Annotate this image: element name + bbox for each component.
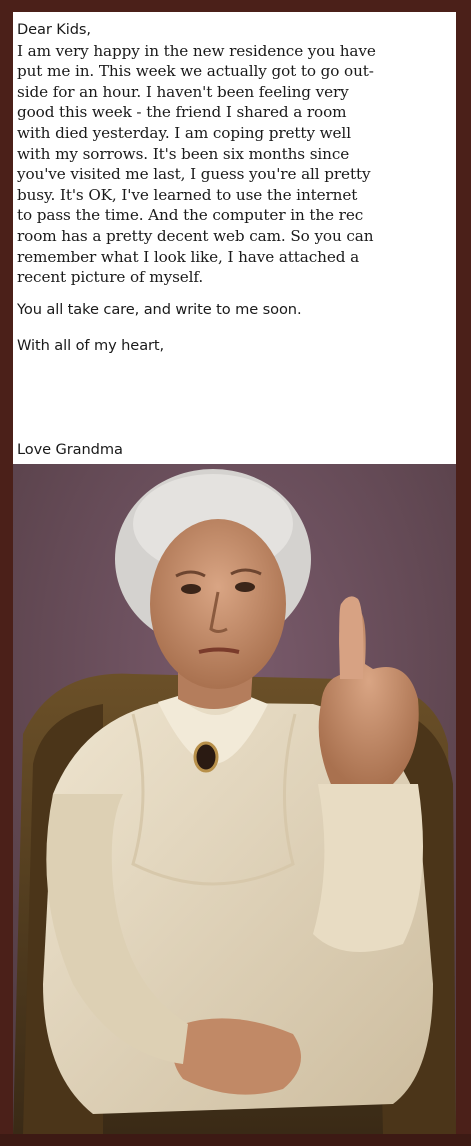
letter-line-2: put me in. This week we actually got to go out-	[17, 62, 374, 81]
frame-bottom-border	[0, 1134, 471, 1146]
letter-line-4: good this week - the friend I shared a room	[17, 103, 347, 122]
closing-line: With all of my heart,	[17, 337, 165, 355]
letter-line-12: recent picture of myself.	[17, 268, 204, 287]
letter-line-8: busy. It's OK, I've learned to use the internet	[17, 185, 358, 204]
signature-line: Love Grandma	[17, 441, 123, 458]
greeting-line: Dear Kids,	[17, 21, 91, 38]
letter-line-1: I am very happy in the new residence you have	[17, 41, 376, 60]
letter-line-11: remember what I look like, I have attached a	[17, 247, 360, 266]
care-line: You all take care, and write to me soon.	[17, 300, 302, 318]
letter-line-9: to pass the time. And the computer in the rec	[17, 206, 364, 225]
letter-line-3: side for an hour. I haven't been feeling very	[17, 82, 349, 101]
letter-line-10: room has a pretty decent web cam. So you can	[17, 226, 374, 245]
portrait-photo-icon	[13, 464, 456, 1134]
letter-line-5: with died yesterday. I am coping pretty well	[17, 123, 351, 142]
letter-line-7: you've visited me last, I guess you're all pretty	[17, 165, 371, 184]
letter-line-6: with my sorrows. It's been six months since	[17, 144, 350, 163]
letter-card	[13, 12, 456, 464]
grandma-photo	[13, 464, 456, 1134]
